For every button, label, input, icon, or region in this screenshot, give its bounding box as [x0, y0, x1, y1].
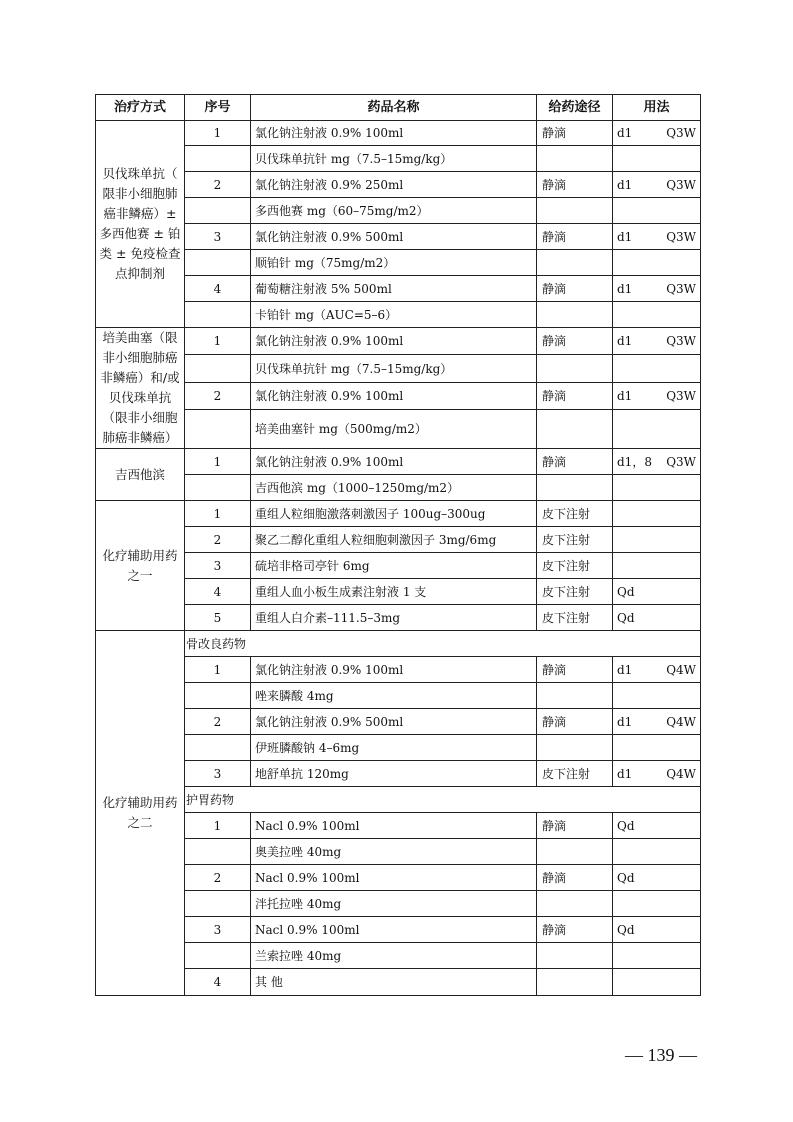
usage-cycle: Q3W [666, 454, 696, 469]
table-body [96, 121, 701, 996]
row-drug: 葡萄糖注射液 5% 500ml [251, 276, 537, 302]
row-drug: Nacl 0.9% 100ml [251, 865, 537, 891]
table-row [96, 839, 701, 865]
row-route: 皮下注射 [537, 605, 613, 631]
usage-day: d1 [617, 281, 633, 296]
usage-wrap [617, 282, 696, 296]
row-drug: 氯化钠注射液 0.9% 100ml [251, 328, 537, 355]
row-usage [613, 172, 701, 198]
usage-day: d1 [617, 766, 633, 781]
row-seq [185, 146, 251, 172]
row-seq: 1 [185, 449, 251, 475]
row-drug: 兰索拉唑 40mg [251, 943, 537, 969]
row-usage [613, 328, 701, 355]
row-usage [613, 527, 701, 553]
row-usage [613, 813, 701, 839]
usage-day: d1 [617, 334, 633, 349]
row-seq: 4 [185, 276, 251, 302]
row-seq: 3 [185, 224, 251, 250]
row-drug: Nacl 0.9% 100ml [251, 813, 537, 839]
usage-wrap [617, 334, 696, 348]
header-seq: 序号 [185, 95, 251, 121]
usage-day: Qd [617, 870, 635, 885]
header-method: 治疗方式 [96, 95, 185, 121]
row-usage [613, 657, 701, 683]
row-usage [613, 410, 701, 449]
row-drug: 重组人粒细胞激落刺激因子 100ug–300ug [251, 501, 537, 527]
section-row [96, 631, 701, 657]
row-route [537, 683, 613, 709]
row-route: 静滴 [537, 657, 613, 683]
row-route [537, 839, 613, 865]
usage-wrap [617, 767, 696, 781]
row-route: 静滴 [537, 449, 613, 475]
row-drug: 奥美拉唑 40mg [251, 839, 537, 865]
header-usage: 用法 [613, 95, 701, 121]
row-route: 静滴 [537, 328, 613, 355]
table-row [96, 302, 701, 328]
table-row [96, 865, 701, 891]
table-row [96, 475, 701, 501]
row-usage [613, 553, 701, 579]
row-route [537, 891, 613, 917]
row-route: 皮下注射 [537, 501, 613, 527]
row-seq [185, 302, 251, 328]
page-number: — 139 — [625, 1045, 697, 1065]
row-drug: 贝伐珠单抗针 mg（7.5–15mg/kg） [251, 146, 537, 172]
row-route [537, 943, 613, 969]
usage-day: Qd [617, 818, 635, 833]
row-drug: 唑来膦酸 4mg [251, 683, 537, 709]
row-drug: 顺铂针 mg（75mg/m2） [251, 250, 537, 276]
row-seq [185, 735, 251, 761]
header-drug: 药品名称 [251, 95, 537, 121]
row-seq: 3 [185, 917, 251, 943]
row-usage [613, 839, 701, 865]
usage-cycle: Q4W [666, 714, 696, 729]
row-drug: 氯化钠注射液 0.9% 100ml [251, 382, 537, 409]
row-drug: 氯化钠注射液 0.9% 100ml [251, 121, 537, 146]
row-usage [613, 250, 701, 276]
row-seq: 1 [185, 501, 251, 527]
row-route: 静滴 [537, 917, 613, 943]
row-drug: 多西他赛 mg（60–75mg/m2） [251, 198, 537, 224]
usage-wrap [617, 126, 696, 140]
table-row [96, 969, 701, 996]
usage-cycle: Q3W [666, 177, 696, 192]
row-route: 静滴 [537, 224, 613, 250]
row-seq [185, 839, 251, 865]
table-row [96, 198, 701, 224]
table-row [96, 891, 701, 917]
treatment-method-cell: 化疗辅助用药之二 [96, 631, 185, 996]
row-seq [185, 475, 251, 501]
usage-wrap [617, 923, 696, 937]
table-row [96, 449, 701, 475]
row-drug: 泮托拉唑 40mg [251, 891, 537, 917]
treatment-table [95, 94, 701, 996]
row-drug: 伊班膦酸钠 4–6mg [251, 735, 537, 761]
table-row [96, 735, 701, 761]
usage-wrap [617, 871, 696, 885]
usage-wrap [617, 715, 696, 729]
table-row [96, 276, 701, 302]
row-seq: 1 [185, 328, 251, 355]
row-usage [613, 501, 701, 527]
row-usage [613, 121, 701, 146]
row-seq [185, 250, 251, 276]
treatment-method-cell: 贝伐珠单抗（ 限非小细胞肺癌非鳞癌）± 多西他赛 ± 铂类 ± 免疫检查点抑制剂 [96, 121, 185, 328]
row-seq: 2 [185, 709, 251, 735]
table-row [96, 121, 701, 146]
treatment-method-cell: 化疗辅助用药之一 [96, 501, 185, 631]
usage-day: Qd [617, 584, 635, 599]
row-usage [613, 579, 701, 605]
row-usage [613, 969, 701, 996]
table-row [96, 501, 701, 527]
row-drug: 氯化钠注射液 0.9% 500ml [251, 709, 537, 735]
row-usage [613, 302, 701, 328]
usage-day: d1 [617, 714, 633, 729]
row-seq: 3 [185, 761, 251, 787]
row-seq [185, 683, 251, 709]
usage-day: d1，8 [617, 454, 652, 469]
row-route: 静滴 [537, 813, 613, 839]
usage-day: d1 [617, 229, 633, 244]
usage-day: Qd [617, 922, 635, 937]
row-route [537, 198, 613, 224]
row-seq: 4 [185, 579, 251, 605]
row-drug: 贝伐珠单抗针 mg（7.5–15mg/kg） [251, 355, 537, 382]
row-seq: 1 [185, 121, 251, 146]
table-row [96, 657, 701, 683]
row-usage [613, 224, 701, 250]
table-row [96, 709, 701, 735]
treatment-method-cell: 培美曲塞（限非小细胞肺癌非鳞癌）和/或贝伐珠单抗（限非小细胞肺癌非鳞癌） [96, 328, 185, 449]
row-drug: 重组人血小板生成素注射液 1 支 [251, 579, 537, 605]
table-row [96, 579, 701, 605]
table-row [96, 605, 701, 631]
row-drug: 吉西他滨 mg（1000–1250mg/m2） [251, 475, 537, 501]
row-drug: 氯化钠注射液 0.9% 500ml [251, 224, 537, 250]
usage-wrap [617, 585, 696, 599]
row-seq: 2 [185, 172, 251, 198]
row-usage [613, 943, 701, 969]
row-route [537, 250, 613, 276]
row-route [537, 735, 613, 761]
row-seq [185, 943, 251, 969]
header-row [96, 95, 701, 121]
table-row [96, 917, 701, 943]
usage-day: d1 [617, 388, 633, 403]
table-row [96, 172, 701, 198]
usage-cycle: Q3W [666, 126, 696, 140]
usage-wrap [617, 819, 696, 833]
row-usage [613, 146, 701, 172]
table-row [96, 146, 701, 172]
row-route: 静滴 [537, 865, 613, 891]
usage-wrap [617, 611, 696, 625]
row-route: 静滴 [537, 382, 613, 409]
usage-cycle: Q4W [666, 766, 696, 781]
table-row [96, 355, 701, 382]
row-route: 皮下注射 [537, 553, 613, 579]
row-drug: 卡铂针 mg（AUC=5–6） [251, 302, 537, 328]
row-seq [185, 891, 251, 917]
row-drug: 地舒单抗 120mg [251, 761, 537, 787]
row-usage [613, 355, 701, 382]
usage-wrap [617, 178, 696, 192]
row-seq: 5 [185, 605, 251, 631]
table-row [96, 250, 701, 276]
row-seq: 2 [185, 865, 251, 891]
row-route: 皮下注射 [537, 527, 613, 553]
usage-day: d1 [617, 662, 633, 677]
row-route [537, 355, 613, 382]
row-drug: 氯化钠注射液 0.9% 100ml [251, 449, 537, 475]
table-row [96, 382, 701, 409]
row-seq: 4 [185, 969, 251, 996]
table-row [96, 943, 701, 969]
table-row [96, 224, 701, 250]
row-usage [613, 198, 701, 224]
table-row [96, 683, 701, 709]
table-row [96, 553, 701, 579]
row-route: 皮下注射 [537, 761, 613, 787]
usage-cycle: Q3W [666, 334, 696, 349]
row-drug: 氯化钠注射液 0.9% 100ml [251, 657, 537, 683]
usage-cycle: Q3W [666, 388, 696, 403]
row-usage [613, 865, 701, 891]
row-seq: 1 [185, 657, 251, 683]
row-drug: 硫培非格司亭针 6mg [251, 553, 537, 579]
row-usage [613, 891, 701, 917]
usage-day: d1 [617, 126, 633, 140]
row-route: 皮下注射 [537, 579, 613, 605]
row-drug: 其 他 [251, 969, 537, 996]
row-seq: 1 [185, 813, 251, 839]
row-usage [613, 735, 701, 761]
usage-cycle: Q3W [666, 229, 696, 244]
treatment-method-cell: 吉西他滨 [96, 449, 185, 501]
table-row [96, 813, 701, 839]
row-route [537, 146, 613, 172]
row-seq [185, 355, 251, 382]
usage-day: d1 [617, 177, 633, 192]
row-seq: 2 [185, 527, 251, 553]
table-row [96, 410, 701, 449]
row-usage [613, 709, 701, 735]
section-title: 骨改良药物 [185, 631, 701, 657]
row-drug: 培美曲塞针 mg（500mg/m2） [251, 410, 537, 449]
row-route [537, 475, 613, 501]
row-seq: 3 [185, 553, 251, 579]
row-seq [185, 198, 251, 224]
row-route: 静滴 [537, 709, 613, 735]
usage-wrap [617, 230, 696, 244]
row-usage [613, 917, 701, 943]
row-route: 静滴 [537, 276, 613, 302]
row-route: 静滴 [537, 172, 613, 198]
row-drug: 重组人白介素–111.5–3mg [251, 605, 537, 631]
row-route [537, 410, 613, 449]
row-seq [185, 410, 251, 449]
row-drug: 聚乙二醇化重组人粒细胞刺激因子 3mg/6mg [251, 527, 537, 553]
usage-wrap [617, 455, 696, 469]
usage-wrap [617, 663, 696, 677]
row-drug: 氯化钠注射液 0.9% 250ml [251, 172, 537, 198]
section-row [96, 787, 701, 813]
row-usage [613, 475, 701, 501]
table-row [96, 761, 701, 787]
row-usage [613, 605, 701, 631]
usage-wrap [617, 389, 696, 403]
row-route [537, 969, 613, 996]
header-route: 给药途径 [537, 95, 613, 121]
section-title: 护胃药物 [185, 787, 701, 813]
row-usage [613, 449, 701, 475]
row-usage [613, 683, 701, 709]
row-seq: 2 [185, 382, 251, 409]
usage-day: Qd [617, 610, 635, 625]
table-row [96, 328, 701, 355]
row-usage [613, 276, 701, 302]
row-usage [613, 761, 701, 787]
usage-cycle: Q3W [666, 281, 696, 296]
row-usage [613, 382, 701, 409]
usage-cycle: Q4W [666, 662, 696, 677]
row-drug: Nacl 0.9% 100ml [251, 917, 537, 943]
row-route [537, 302, 613, 328]
table-row [96, 527, 701, 553]
row-route: 静滴 [537, 121, 613, 146]
